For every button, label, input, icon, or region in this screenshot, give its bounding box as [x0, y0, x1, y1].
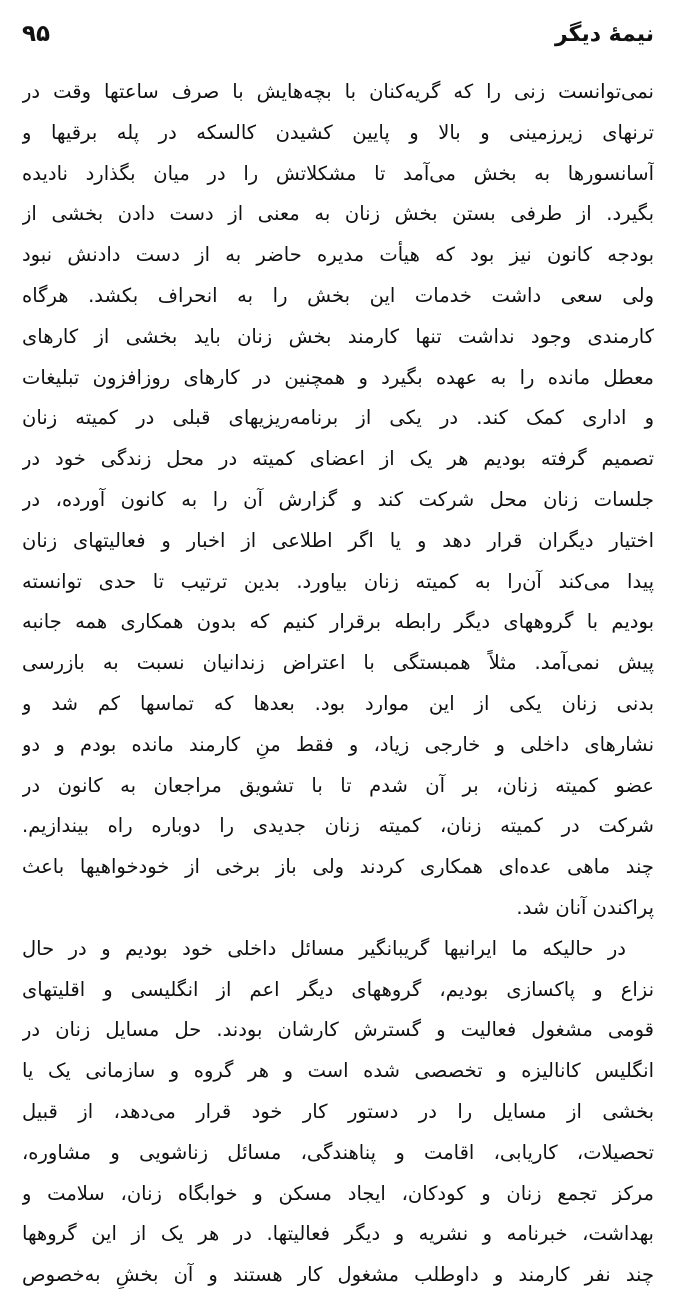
text-line: بهداشت، خبرنامه و نشریه و دیگر فعالیتها. در هر یک از این گروهها [22, 1222, 654, 1246]
page-number: ۹۵ [22, 21, 51, 47]
text-line: قومی مشغول فعالیت و گسترش کارشان بودند. حل مسایل زنان در [22, 1018, 654, 1042]
text-line: چند نفر کارمند و داوطلب مشغول کار هستند و آن بخشِ به‌خصوص [22, 1263, 654, 1287]
text-line: نشارهای داخلی و خارجی زیاد، و فقط منِ کارمند مانده بودم و دو [22, 732, 654, 756]
text-line: بدنی زنان یکی از این موارد بود. بعدها که تماسها کم شد و [22, 691, 654, 715]
text-line: معطل مانده را به عهده بگیرد و همچنین در کارهای روزافزون تبلیغات [22, 365, 654, 389]
paragraph-end-line: پراکندن آنان شد. [516, 895, 654, 919]
text-line: آسانسورها به بخش می‌آمد تا مشکلاتش را در میان بگذارد نادیده [22, 161, 654, 185]
text-line: مرکز تجمع زنان و کودکان، ایجاد مسکن و خوابگاه زنان، سلامت و [22, 1181, 654, 1205]
text-line: بودیم با گروههای دیگر رابطه برقرار کنیم که بدون همکاری همه جانبه [22, 610, 654, 634]
running-header [22, 14, 654, 54]
text-line: چند ماهی عده‌ای همکاری کردند ولی باز برخی از خودخواهیها باعث [22, 855, 654, 879]
text-line: انگلیس کانالیزه و تخصصی شده است و هر گروه و سازمانی یک یا [22, 1059, 654, 1083]
text-line: بخشی از مسایل را در دستور کار خود قرار می‌دهد، از قبیل [22, 1099, 654, 1123]
text-line: نمی‌توانست زنی را که گریه‌کنان با بچه‌هایش با صرف ساعتها وقت در [22, 80, 654, 103]
text-line: تحصیلات، کاریابی، اقامت و پناهندگی، مسائل زناشویی و مشاوره، [22, 1140, 654, 1164]
body-text [22, 72, 654, 1296]
text-line: اختیار دیگران قرار دهد و یا اگر اطلاعی از اخبار و فعالیتهای زنان [22, 528, 654, 552]
text-line: کارمندی وجود نداشت تنها کارمند بخش زنان باید بخشی از کارهای [22, 324, 654, 348]
text-line: تصمیم گرفته بودیم هر یک از اعضای کمیته در محل زندگی خود در [22, 447, 654, 471]
text-line: بودجه کانون نیز بود که هیأت مدیره حاضر به از دست دادنش نبود [22, 243, 654, 267]
text-line: و اداری کمک کند. در یکی از برنامه‌ریزیهای قبلی در کمیته زنان [22, 406, 654, 430]
book-title: نیمهٔ دیگر [554, 21, 654, 47]
text-line: جلسات زنان محل شرکت کند و گزارش آن را به کانون آورده، در [22, 487, 654, 511]
text-line: ولی سعی داشت خدمات این بخش را به انحراف بکشد. هرگاه [22, 283, 654, 307]
text-line: ترنهای زیرزمینی و بالا و پایین کشیدن کالسکه در پله برقیها و [22, 120, 654, 144]
text-line: شرکت در کمیته زنان، کمیته زنان جدیدی را دوباره راه بیندازیم. [22, 814, 654, 838]
text-line: پیدا می‌کند آن‌را به کمیته زنان بیاورد. بدین ترتیب تا حدی توانسته [22, 569, 654, 593]
text-line: عضو کمیته زنان، بر آن شدم تا با تشویق مراجعان به کانون در [22, 773, 654, 797]
paragraph-start-line: در حالیکه ما ایرانیها گریبانگیر مسائل داخلی خود بودیم و در حال [22, 936, 626, 960]
text-line: نزاع و پاکسازی بودیم، گروههای دیگر اعم از انگلیسی و اقلیتهای [22, 977, 654, 1001]
text-line: بگیرد. از طرفی بستن بخش زنان به معنی از دست دادن بخشی از [22, 202, 654, 226]
text-line: پیش نمی‌آمد. مثلاً همبستگی با اعتراض زندانیان نسبت به بازرسی [22, 651, 654, 675]
